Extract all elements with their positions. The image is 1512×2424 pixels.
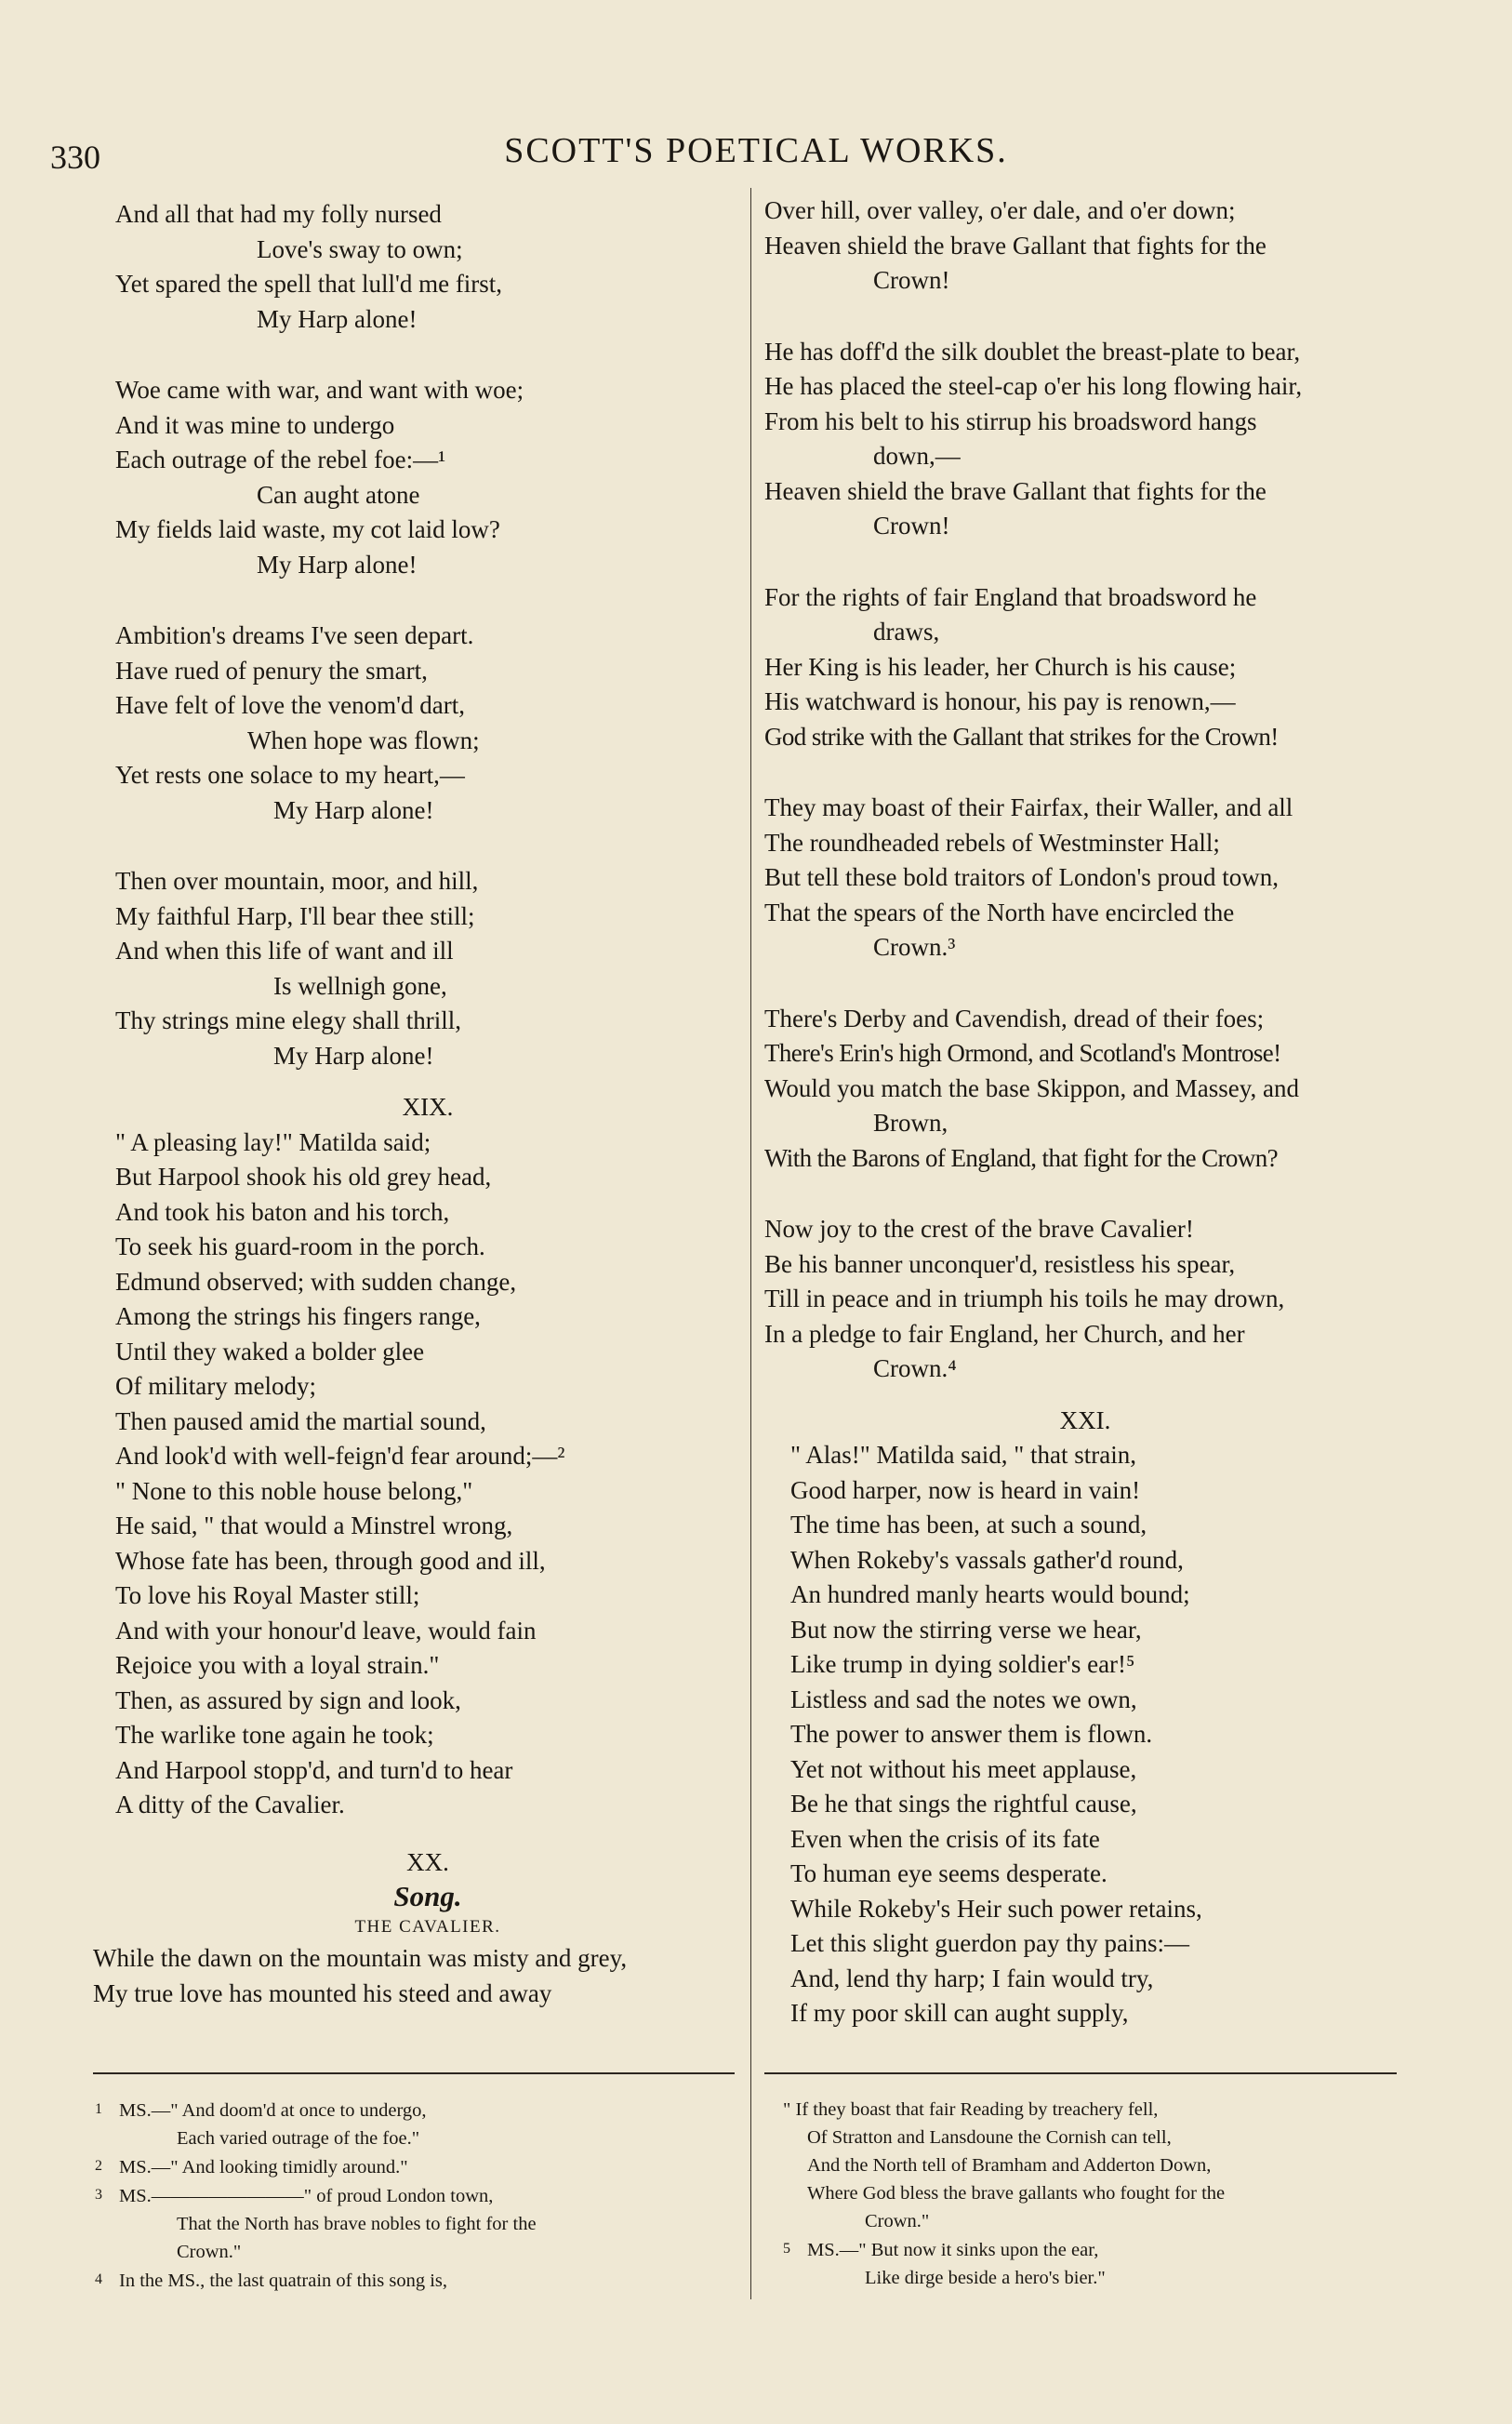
right-column xyxy=(764,193,1406,2031)
footnote-line: And the North tell of Bramham and Adderton Down, xyxy=(807,2155,1212,2176)
stanza xyxy=(764,1438,1406,2031)
verse-line: down,— xyxy=(873,442,961,470)
verse-line: Yet not without his meet applause, xyxy=(790,1754,1137,1783)
verse-line: And, lend thy harp; I fain would try, xyxy=(790,1964,1154,1992)
verse-line: Now joy to the crest of the brave Cavalier! xyxy=(764,1215,1194,1243)
verse-line: And took his baton and his torch, xyxy=(115,1197,450,1226)
footnote-mark: 3 xyxy=(95,2187,102,2203)
stanza xyxy=(115,864,740,1073)
verse-line: My Harp alone! xyxy=(273,1041,434,1070)
footnotes-right xyxy=(783,2096,1406,2292)
verse-line: Is wellnigh gone, xyxy=(273,971,447,1000)
verse-line: That the spears of the North have encircled the xyxy=(764,898,1235,926)
verse-line: " None to this noble house belong," xyxy=(115,1476,473,1505)
verse-line: Crown! xyxy=(873,512,950,539)
verse-line: And when this life of want and ill xyxy=(115,937,454,965)
verse-line: A ditty of the Cavalier. xyxy=(115,1791,345,1818)
verse-line: My fields laid waste, my cot laid low? xyxy=(115,515,500,543)
footnote-line: Each varied outrage of the foe." xyxy=(177,2128,420,2149)
verse-line: My Harp alone! xyxy=(257,304,418,333)
verse-line: An hundred manly hearts would bound; xyxy=(790,1580,1190,1608)
verse-line: Whose fate has been, through good and ill, xyxy=(115,1546,546,1575)
verse-line: Rejoice you with a loyal strain." xyxy=(115,1651,440,1679)
footnote-line: Of Stratton and Lansdoune the Cornish can tell, xyxy=(807,2127,1172,2148)
verse-line: Her King is his leader, her Church is his cause; xyxy=(764,652,1237,681)
verse-line: Edmund observed; with sudden change, xyxy=(115,1267,517,1296)
footnote-text: MS.—" But now it sinks upon the ear, xyxy=(807,2240,1099,2260)
verse-line: Good harper, now is heard in vain! xyxy=(790,1475,1141,1504)
footnote-line: Where God bless the brave gallants who fought for the xyxy=(807,2183,1226,2204)
footnotes-left xyxy=(95,2096,738,2295)
verse-line: Until they waked a bolder glee xyxy=(115,1337,425,1365)
verse-line: He has doff'd the silk doublet the breast-plate to bear, xyxy=(764,337,1301,366)
verse-line: draws, xyxy=(873,618,940,646)
verse-line: " Alas!" Matilda said, " that strain, xyxy=(790,1441,1137,1469)
verse-line: Heaven shield the brave Gallant that fights for the xyxy=(764,231,1267,260)
verse-line: Woe came with war, and want with woe; xyxy=(115,376,524,404)
verse-line: He has placed the steel-cap o'er his long flowing hair, xyxy=(764,372,1303,400)
verse-line: And it was mine to undergo xyxy=(115,410,395,439)
verse-line: Be he that sings the rightful cause, xyxy=(790,1790,1137,1818)
verse-line: Then, as assured by sign and look, xyxy=(115,1685,461,1714)
section-heading-xxi: XXI. xyxy=(1059,1405,1111,1434)
footnote-line xyxy=(95,2152,738,2181)
verse-line: My Harp alone! xyxy=(273,795,434,824)
verse-line: Brown, xyxy=(873,1109,948,1137)
footnote-line: " If they boast that fair Reading by treachery fell, xyxy=(783,2099,1159,2120)
stanza xyxy=(764,193,1406,299)
verse-line: He said, " that would a Minstrel wrong, xyxy=(115,1512,513,1539)
column-divider xyxy=(750,188,751,2299)
stanza xyxy=(764,791,1406,966)
verse-line: But now the stirring verse we hear, xyxy=(790,1615,1142,1644)
verse-line: Then over mountain, moor, and hill, xyxy=(115,867,479,895)
stanza xyxy=(115,1125,740,1823)
verse-line: To seek his guard-room in the porch. xyxy=(115,1232,485,1260)
section-heading-xx: XX. xyxy=(406,1847,449,1876)
verse-line: There's Erin's high Ormond, and Scotland's Montrose! xyxy=(764,1039,1281,1067)
verse-line: The warlike tone again he took; xyxy=(115,1721,434,1749)
verse-line: But Harpool shook his old grey head, xyxy=(115,1163,492,1191)
verse-line: To human eye seems desperate. xyxy=(790,1859,1107,1887)
footnote-text: In the MS., the last quatrain of this song is, xyxy=(119,2271,448,2291)
verse-line: Among the strings his fingers range, xyxy=(115,1302,481,1330)
verse-line: Thy strings mine elegy shall thrill, xyxy=(115,1006,461,1034)
verse-line: Be his banner unconquer'd, resistless his spear, xyxy=(764,1249,1236,1278)
verse-line: Crown.⁴ xyxy=(873,1354,957,1382)
footnote-mark: 2 xyxy=(95,2158,102,2174)
verse-line: Crown.³ xyxy=(873,933,956,961)
verse-line: The roundheaded rebels of Westminster Hall; xyxy=(764,828,1220,857)
verse-line: And Harpool stopp'd, and turn'd to hear xyxy=(115,1755,513,1784)
verse-line: Listless and sad the notes we own, xyxy=(790,1685,1137,1713)
stanza xyxy=(764,335,1406,544)
verse-line: Can aught atone xyxy=(257,480,420,509)
stanza xyxy=(764,580,1406,755)
verse-line: The time has been, at such a sound, xyxy=(790,1511,1147,1538)
footnote-line: Crown." xyxy=(177,2242,242,2262)
stanza xyxy=(764,1002,1406,1177)
verse-line: Yet spared the spell that lull'd me first, xyxy=(115,270,503,298)
verse-line: Have rued of penury the smart, xyxy=(115,656,428,685)
verse-line: In a pledge to fair England, her Church, and her xyxy=(764,1319,1245,1348)
verse-line: Yet rests one solace to my heart,— xyxy=(115,761,465,789)
left-column xyxy=(93,197,740,2011)
verse-line: " A pleasing lay!" Matilda said; xyxy=(115,1127,431,1156)
verse-line: My faithful Harp, I'll bear thee still; xyxy=(115,901,475,930)
verse-line: Till in peace and in triumph his toils he may drown, xyxy=(764,1285,1285,1312)
footnote-line: Like dirge beside a hero's bier." xyxy=(865,2268,1106,2288)
footnote-mark: 1 xyxy=(95,2101,102,2117)
verse-line: Then paused amid the martial sound, xyxy=(115,1406,486,1435)
footnote-mark: 4 xyxy=(95,2271,102,2287)
footnote-text: MS.—" And looking timidly around." xyxy=(119,2157,408,2178)
verse-line: My Harp alone! xyxy=(257,550,418,579)
footnote-text: MS.————————" of proud London town, xyxy=(119,2186,494,2206)
verse-line: If my poor skill can aught supply, xyxy=(790,1999,1129,2027)
verse-line: When Rokeby's vassals gather'd round, xyxy=(790,1545,1184,1574)
verse-line: Over hill, over valley, o'er dale, and o'er down; xyxy=(764,196,1236,224)
footnote-line xyxy=(95,2266,738,2295)
verse-line: Let this slight guerdon pay thy pains:— xyxy=(790,1929,1189,1957)
footnote-line: Crown." xyxy=(865,2211,930,2231)
verse-line: God strike with the Gallant that strikes for the Crown! xyxy=(764,722,1279,751)
verse-line: And with your honour'd leave, would fain xyxy=(115,1616,537,1645)
stanza xyxy=(115,619,740,828)
verse-line: Crown! xyxy=(873,266,950,294)
verse-line: They may boast of their Fairfax, their Waller, and all xyxy=(764,793,1293,821)
verse-line: When hope was flown; xyxy=(247,726,480,754)
verse-line: And look'd with well-feign'd fear around;—² xyxy=(115,1442,565,1470)
verse-line: While Rokeby's Heir such power retains, xyxy=(790,1894,1202,1923)
verse-line: Heaven shield the brave Gallant that fights for the xyxy=(764,476,1267,505)
verse-line: With the Barons of England, that fight for the Crown? xyxy=(764,1143,1278,1172)
verse-line: Even when the crisis of its fate xyxy=(790,1824,1100,1853)
verse-line: My true love has mounted his steed and away xyxy=(93,1978,552,2007)
verse-line: Each outrage of the rebel foe:—¹ xyxy=(115,446,446,473)
footnote-mark: 5 xyxy=(783,2241,790,2257)
footnote-line xyxy=(783,2235,1406,2264)
verse-line: The power to answer them is flown. xyxy=(790,1720,1153,1748)
footnote-line: That the North has brave nobles to fight for the xyxy=(177,2214,537,2234)
verse-line: While the dawn on the mountain was misty and grey, xyxy=(93,1944,628,1972)
verse-line: His watchward is honour, his pay is renown,— xyxy=(764,687,1236,715)
verse-line: Of military melody; xyxy=(115,1372,316,1400)
footnote-rule xyxy=(93,2072,735,2074)
verse-line: Have felt of love the venom'd dart, xyxy=(115,691,465,719)
stanza xyxy=(115,373,740,582)
verse-line: Would you match the base Skippon, and Massey, and xyxy=(764,1073,1299,1102)
stanza xyxy=(93,1941,740,2011)
verse-line: For the rights of fair England that broadsword he xyxy=(764,582,1257,611)
verse-line: To love his Royal Master still; xyxy=(115,1581,420,1609)
page-number: 330 xyxy=(50,139,100,176)
song-title: Song. xyxy=(393,1880,462,1912)
verse-line: And all that had my folly nursed xyxy=(115,200,442,228)
stanza xyxy=(115,197,740,337)
verse-line: There's Derby and Cavendish, dread of their foes; xyxy=(764,1004,1265,1032)
song-subtitle: THE CAVALIER. xyxy=(354,1917,501,1937)
footnote-rule xyxy=(764,2072,1397,2074)
verse-line: But tell these bold traitors of London's proud town, xyxy=(764,863,1280,891)
verse-line: Love's sway to own; xyxy=(257,234,463,263)
verse-line: Like trump in dying soldier's ear!⁵ xyxy=(790,1650,1135,1678)
footnote-line xyxy=(95,2181,738,2210)
verse-line: From his belt to his stirrup his broadsword hangs xyxy=(764,406,1257,435)
footnote-text: MS.—" And doom'd at once to undergo, xyxy=(119,2100,427,2121)
footnote-line xyxy=(95,2096,738,2124)
section-heading-xix: XIX. xyxy=(402,1093,454,1121)
stanza xyxy=(764,1212,1406,1387)
verse-line: Ambition's dreams I've seen depart. xyxy=(115,621,474,649)
running-title: SCOTT'S POETICAL WORKS. xyxy=(504,131,1008,170)
